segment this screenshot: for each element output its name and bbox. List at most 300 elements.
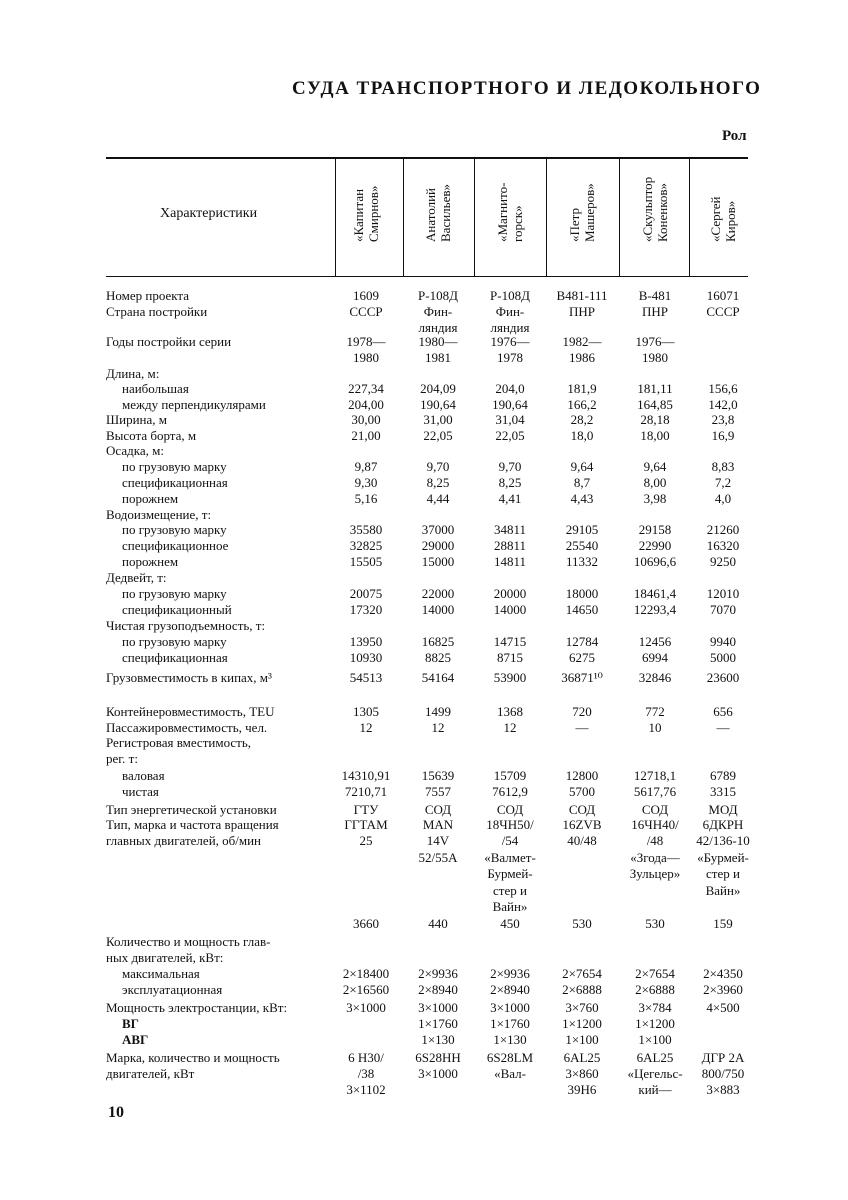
table-row — [106, 883, 756, 899]
table-cell: 6S28LM — [486, 1050, 534, 1065]
table-cell: 1980 — [353, 350, 379, 365]
row-label: Регистровая вместимость, — [106, 735, 252, 750]
page-subtitle: Рол — [722, 128, 747, 144]
table-cell: 13950 — [349, 634, 383, 649]
table-cell: 9,64 — [570, 459, 594, 474]
row-label: спецификационный — [122, 602, 232, 617]
table-cell: 2×8940 — [418, 982, 458, 997]
table-row — [106, 602, 756, 618]
table-cell: 25540 — [565, 538, 599, 553]
table-cell: ляндия — [418, 320, 458, 335]
table-cell: 25 — [359, 833, 373, 848]
column-header — [701, 160, 745, 272]
table-cell: 7210,71 — [344, 784, 388, 799]
table-cell: 181,11 — [637, 381, 673, 396]
row-label: Водоизмещение, т: — [106, 507, 212, 522]
column-header-label: «Скульптор Коненков» — [640, 176, 670, 242]
header-label: Характеристики — [160, 206, 258, 221]
table-cell: ДГР 2А — [701, 1050, 745, 1065]
table-cell: 3×883 — [706, 1082, 740, 1097]
row-label: эксплуатационная — [122, 982, 223, 997]
table-cell: 35580 — [349, 522, 383, 537]
table-cell: 1980— — [418, 334, 458, 349]
table-cell: 14310,91 — [341, 768, 391, 783]
table-row — [106, 381, 756, 397]
row-label: по грузовую марку — [122, 634, 227, 649]
table-cell: МОД — [708, 802, 738, 817]
table-cell: 52/55А — [418, 850, 458, 865]
table-cell: 53900 — [493, 670, 527, 685]
table-cell: 3×1000 — [490, 1000, 530, 1015]
table-row — [106, 650, 756, 666]
table-cell: 3×1000 — [418, 1000, 458, 1015]
table-row — [106, 618, 756, 634]
row-label: Ширина, м — [106, 412, 167, 427]
table-cell: 14000 — [421, 602, 455, 617]
table-cell: 1×130 — [493, 1032, 527, 1047]
table-cell: 12784 — [565, 634, 599, 649]
column-header-label: «Петр Машеров» — [567, 183, 597, 242]
table-cell: 1×100 — [565, 1032, 599, 1047]
table-cell: 29105 — [565, 522, 599, 537]
table-cell: 159 — [713, 916, 733, 931]
row-label: Тип энергетической установки — [106, 802, 277, 817]
table-row — [106, 634, 756, 650]
table-cell: 440 — [428, 916, 448, 931]
column-header-label: «Сергей Киров» — [708, 196, 738, 242]
table-cell: 2×9936 — [418, 966, 458, 981]
column-divider — [474, 158, 475, 276]
table-cell: 4,43 — [570, 491, 594, 506]
table-cell: 2×16560 — [342, 982, 390, 997]
table-cell: 7612,9 — [492, 784, 528, 799]
row-label: Марка, количество и мощность — [106, 1050, 280, 1065]
row-label: наибольшая — [122, 381, 189, 396]
row-label: максимальная — [122, 966, 200, 981]
table-cell: 8715 — [497, 650, 523, 665]
table-cell: 14715 — [493, 634, 527, 649]
table-cell: 5617,76 — [633, 784, 677, 799]
table-cell: 8,00 — [643, 475, 667, 490]
table-cell: 8,25 — [498, 475, 522, 490]
table-cell: 39Н6 — [567, 1082, 597, 1097]
table-cell: 1×1200 — [562, 1016, 602, 1031]
table-cell: 14650 — [565, 602, 599, 617]
table-cell: 7557 — [425, 784, 451, 799]
table-cell: 15709 — [493, 768, 527, 783]
table-row — [106, 934, 756, 950]
row-label: по грузовую марку — [122, 522, 227, 537]
table-row — [106, 538, 756, 554]
table-cell: 9,87 — [354, 459, 378, 474]
table-cell: 32825 — [349, 538, 383, 553]
table-row — [106, 491, 756, 507]
row-label: между перпендикулярами — [122, 397, 266, 412]
table-row — [106, 397, 756, 413]
table-cell: 12010 — [706, 586, 740, 601]
table-cell: 9,30 — [354, 475, 378, 490]
table-cell: 23600 — [706, 670, 740, 685]
table-cell: 7,2 — [714, 475, 732, 490]
table-row — [106, 570, 756, 586]
table-cell: 227,34 — [348, 381, 384, 396]
table-cell: 3×1000 — [418, 1066, 458, 1081]
table-cell: 15505 — [349, 554, 383, 569]
table-cell: 28811 — [493, 538, 527, 553]
table-cell: 22000 — [421, 586, 455, 601]
table-cell: 12456 — [638, 634, 672, 649]
table-cell: «Бурмей- — [697, 850, 749, 865]
table-cell: 16ZVB — [562, 817, 602, 832]
table-cell: 656 — [713, 704, 733, 719]
table-cell: 29158 — [638, 522, 672, 537]
table-row — [106, 916, 756, 932]
table-cell: /38 — [357, 1066, 375, 1081]
table-cell: 15639 — [421, 768, 455, 783]
table-cell: 1305 — [353, 704, 379, 719]
table-cell: 2×6888 — [562, 982, 602, 997]
table-row — [106, 288, 756, 304]
table-row — [106, 304, 756, 320]
table-cell: 6S28НН — [415, 1050, 461, 1065]
table-cell: 6ДКРН — [702, 817, 744, 832]
row-label: двигателей, кВт — [106, 1066, 195, 1081]
table-cell: 5700 — [569, 784, 595, 799]
table-cell: 12293,4 — [633, 602, 677, 617]
table-cell: 31,00 — [423, 412, 453, 427]
table-cell: 17320 — [349, 602, 383, 617]
table-cell: 34811 — [493, 522, 527, 537]
table-cell: 16ЧН40/ — [631, 817, 679, 832]
table-cell: 16071 — [706, 288, 740, 303]
table-cell: 22990 — [638, 538, 672, 553]
column-header-label: «Капитан Смирнов» — [351, 185, 381, 242]
table-cell: кий— — [638, 1082, 672, 1097]
table-row — [106, 475, 756, 491]
table-cell: 1×100 — [638, 1032, 672, 1047]
table-cell: 18461,4 — [633, 586, 677, 601]
table-row — [106, 1000, 756, 1016]
table-cell: 3×1000 — [346, 1000, 386, 1015]
table-cell: 6 Н30/ — [348, 1050, 384, 1065]
table-row — [106, 459, 756, 475]
table-row — [106, 850, 756, 866]
table-cell: СОД — [641, 802, 669, 817]
table-cell: 142,0 — [708, 397, 738, 412]
table-cell: 32846 — [638, 670, 672, 685]
table-cell: 1978— — [346, 334, 386, 349]
table-cell: 2×8940 — [490, 982, 530, 997]
table-cell: Р-108Д — [418, 288, 458, 303]
column-header-label: Анатолий Васильев» — [423, 184, 453, 242]
table-cell: «Цегельс- — [627, 1066, 683, 1081]
table-cell: Р-108Д — [490, 288, 530, 303]
table-cell: 12718,1 — [633, 768, 677, 783]
row-label: валовая — [122, 768, 165, 783]
column-divider — [546, 158, 547, 276]
row-label: Пассажировместимость, чел. — [106, 720, 268, 735]
table-cell: 1×1200 — [635, 1016, 675, 1031]
table-cell: 5000 — [710, 650, 736, 665]
table-cell: 8,7 — [573, 475, 591, 490]
column-header — [633, 160, 677, 272]
table-cell: 190,64 — [420, 397, 456, 412]
table-cell: 8825 — [425, 650, 451, 665]
table-row — [106, 950, 756, 966]
table-cell: 6994 — [642, 650, 668, 665]
table-cell: 2×6888 — [635, 982, 675, 997]
table-cell: 3660 — [353, 916, 379, 931]
column-divider — [619, 158, 620, 276]
table-cell: 6AL25 — [636, 1050, 674, 1065]
table-cell: СССР — [706, 304, 740, 319]
table-cell: СОД — [424, 802, 452, 817]
table-cell: 1368 — [497, 704, 523, 719]
table-cell: — — [716, 720, 730, 735]
table-cell: — — [575, 720, 589, 735]
table-cell: 1981 — [425, 350, 451, 365]
table-cell: 3,98 — [643, 491, 667, 506]
table-row — [106, 1016, 756, 1032]
row-label: Количество и мощность глав- — [106, 934, 271, 949]
table-cell: 2×18400 — [342, 966, 390, 981]
row-label: Годы постройки серии — [106, 334, 232, 349]
table-cell: 2×9936 — [490, 966, 530, 981]
table-cell: 2×7654 — [635, 966, 675, 981]
column-divider — [689, 158, 690, 276]
column-header — [560, 160, 604, 272]
column-header — [488, 160, 532, 272]
row-label: по грузовую марку — [122, 586, 227, 601]
table-cell: 530 — [645, 916, 665, 931]
row-label: Номер проекта — [106, 288, 190, 303]
table-cell: ляндия — [490, 320, 530, 335]
table-cell: 28,18 — [640, 412, 670, 427]
table-header-rule — [106, 276, 748, 277]
table-row — [106, 507, 756, 523]
table-row — [106, 522, 756, 538]
table-row — [106, 443, 756, 459]
table-cell: 156,6 — [708, 381, 738, 396]
row-label: главных двигателей, об/мин — [106, 833, 262, 848]
table-row — [106, 817, 756, 833]
table-cell: 204,09 — [420, 381, 456, 396]
table-cell: 2×4350 — [703, 966, 743, 981]
row-label: Чистая грузоподъемность, т: — [106, 618, 266, 633]
row-label: ВГ — [122, 1016, 139, 1031]
table-cell: 720 — [572, 704, 592, 719]
table-cell: 18ЧН50/ — [486, 817, 534, 832]
table-cell: 190,64 — [492, 397, 528, 412]
table-cell: 14000 — [493, 602, 527, 617]
row-label: порожнем — [122, 554, 179, 569]
table-cell: 3×860 — [565, 1066, 599, 1081]
table-row — [106, 1082, 756, 1098]
row-label: спецификационная — [122, 650, 228, 665]
table-cell: «Вал- — [494, 1066, 526, 1081]
table-cell: 3×1102 — [346, 1082, 386, 1097]
table-cell: 23,8 — [711, 412, 735, 427]
row-label: Длина, м: — [106, 366, 160, 381]
row-label: АВГ — [122, 1032, 149, 1047]
table-cell: /48 — [646, 833, 664, 848]
table-cell: 18000 — [565, 586, 599, 601]
table-cell: 42/136-10 — [696, 833, 750, 848]
table-row — [106, 1032, 756, 1048]
table-cell: 9940 — [710, 634, 736, 649]
page-title: СУДА ТРАНСПОРТНОГО И ЛЕДОКОЛЬНОГО — [292, 78, 762, 99]
table-cell: 14V — [426, 833, 450, 848]
table-cell: 4,44 — [426, 491, 450, 506]
table-cell: СОД — [568, 802, 596, 817]
table-cell: 14811 — [493, 554, 527, 569]
table-cell: 204,00 — [348, 397, 384, 412]
table-cell: Фин- — [495, 304, 525, 319]
table-cell: ПНР — [641, 304, 668, 319]
table-cell: «Валмет- — [484, 850, 536, 865]
table-cell: 16825 — [421, 634, 455, 649]
table-row — [106, 833, 756, 849]
table-cell: В-481 — [638, 288, 672, 303]
table-row — [106, 1050, 756, 1066]
table-cell: 7070 — [710, 602, 736, 617]
row-label: Дедвейт, т: — [106, 570, 167, 585]
table-cell: 6AL25 — [563, 1050, 601, 1065]
row-label: Осадка, м: — [106, 443, 164, 458]
table-cell: 18,00 — [640, 428, 670, 443]
table-cell: 1×130 — [421, 1032, 455, 1047]
table-cell: /54 — [501, 833, 519, 848]
table-cell: 21,00 — [351, 428, 381, 443]
table-cell: 772 — [645, 704, 665, 719]
table-row — [106, 899, 756, 915]
table-cell: 30,00 — [351, 412, 381, 427]
column-divider — [403, 158, 404, 276]
table-cell: СССР — [349, 304, 383, 319]
row-label: Мощность электростанции, кВт: — [106, 1000, 288, 1015]
table-cell: 22,05 — [423, 428, 453, 443]
table-cell: MAN — [422, 817, 454, 832]
row-label: порожнем — [122, 491, 179, 506]
table-cell: 8,25 — [426, 475, 450, 490]
table-cell: 1609 — [353, 288, 379, 303]
table-row — [106, 366, 756, 382]
table-row — [106, 428, 756, 444]
table-cell: 15000 — [421, 554, 455, 569]
table-row — [106, 784, 756, 800]
row-label: спецификационное — [122, 538, 229, 553]
table-cell: 181,9 — [567, 381, 597, 396]
table-cell: 1×1760 — [490, 1016, 530, 1031]
row-label: Тип, марка и частота вращения — [106, 817, 279, 832]
table-top-rule — [106, 157, 748, 159]
column-divider — [335, 158, 336, 276]
table-row — [106, 586, 756, 602]
table-cell: стер и — [493, 883, 527, 898]
table-cell: 3×784 — [638, 1000, 672, 1015]
table-cell: 530 — [572, 916, 592, 931]
table-cell: 1976— — [635, 334, 675, 349]
table-cell: 37000 — [421, 522, 455, 537]
table-cell: 3×760 — [565, 1000, 599, 1015]
table-cell: 20000 — [493, 586, 527, 601]
row-label: ных двигателей, кВт: — [106, 950, 224, 965]
table-cell: 21260 — [706, 522, 740, 537]
table-cell: 16,9 — [711, 428, 735, 443]
table-cell: 54513 — [349, 670, 383, 685]
table-cell: 10 — [648, 720, 662, 735]
table-cell: ГТУ — [353, 802, 379, 817]
row-label: Страна постройки — [106, 304, 208, 319]
table-cell: 6275 — [569, 650, 595, 665]
table-cell: 5,16 — [354, 491, 378, 506]
table-cell: 4×500 — [706, 1000, 740, 1015]
table-cell: 204,0 — [495, 381, 525, 396]
table-cell: 800/750 — [701, 1066, 745, 1081]
table-cell: 11332 — [565, 554, 599, 569]
table-row — [106, 670, 756, 686]
table-cell: 28,2 — [570, 412, 594, 427]
table-cell: СОД — [496, 802, 524, 817]
table-row — [106, 751, 756, 767]
table-cell: 12 — [431, 720, 445, 735]
table-cell: 9,70 — [426, 459, 450, 474]
table-cell: 9250 — [710, 554, 736, 569]
table-row — [106, 554, 756, 570]
table-cell: 1976— — [490, 334, 530, 349]
table-cell: Зульцер» — [629, 866, 681, 881]
table-row — [106, 866, 756, 882]
table-cell: 1986 — [569, 350, 595, 365]
table-cell: 4,41 — [498, 491, 522, 506]
table-cell: 2×3960 — [703, 982, 743, 997]
table-row — [106, 735, 756, 751]
table-cell: Бурмей- — [487, 866, 533, 881]
table-cell: 4,0 — [714, 491, 732, 506]
column-header — [344, 160, 388, 272]
table-cell: 166,2 — [567, 397, 597, 412]
table-cell: 450 — [500, 916, 520, 931]
column-header — [416, 160, 460, 272]
row-label: спецификационная — [122, 475, 228, 490]
row-label: чистая — [122, 784, 159, 799]
table-cell: 16320 — [706, 538, 740, 553]
table-row — [106, 1066, 756, 1082]
table-cell: 9,64 — [643, 459, 667, 474]
table-cell: ГГТАМ — [344, 817, 388, 832]
table-cell: 2×7654 — [562, 966, 602, 981]
table-cell: стер и — [706, 866, 740, 881]
table-cell: 54164 — [421, 670, 455, 685]
table-cell: 22,05 — [495, 428, 525, 443]
table-cell: 12 — [359, 720, 373, 735]
table-cell: 12800 — [565, 768, 599, 783]
page-number: 10 — [108, 1104, 124, 1121]
table-cell: Вайн» — [492, 899, 528, 914]
table-cell: «Згода— — [630, 850, 680, 865]
table-cell: 1978 — [497, 350, 523, 365]
table-row — [106, 966, 756, 982]
table-cell: 18,0 — [570, 428, 594, 443]
row-label: рег. т: — [106, 751, 138, 766]
table-cell: 20075 — [349, 586, 383, 601]
table-cell: Фин- — [423, 304, 453, 319]
table-row — [106, 982, 756, 998]
table-cell: В481-111 — [556, 288, 608, 303]
table-row — [106, 350, 756, 366]
table-cell: 29000 — [421, 538, 455, 553]
row-label: Высота борта, м — [106, 428, 197, 443]
